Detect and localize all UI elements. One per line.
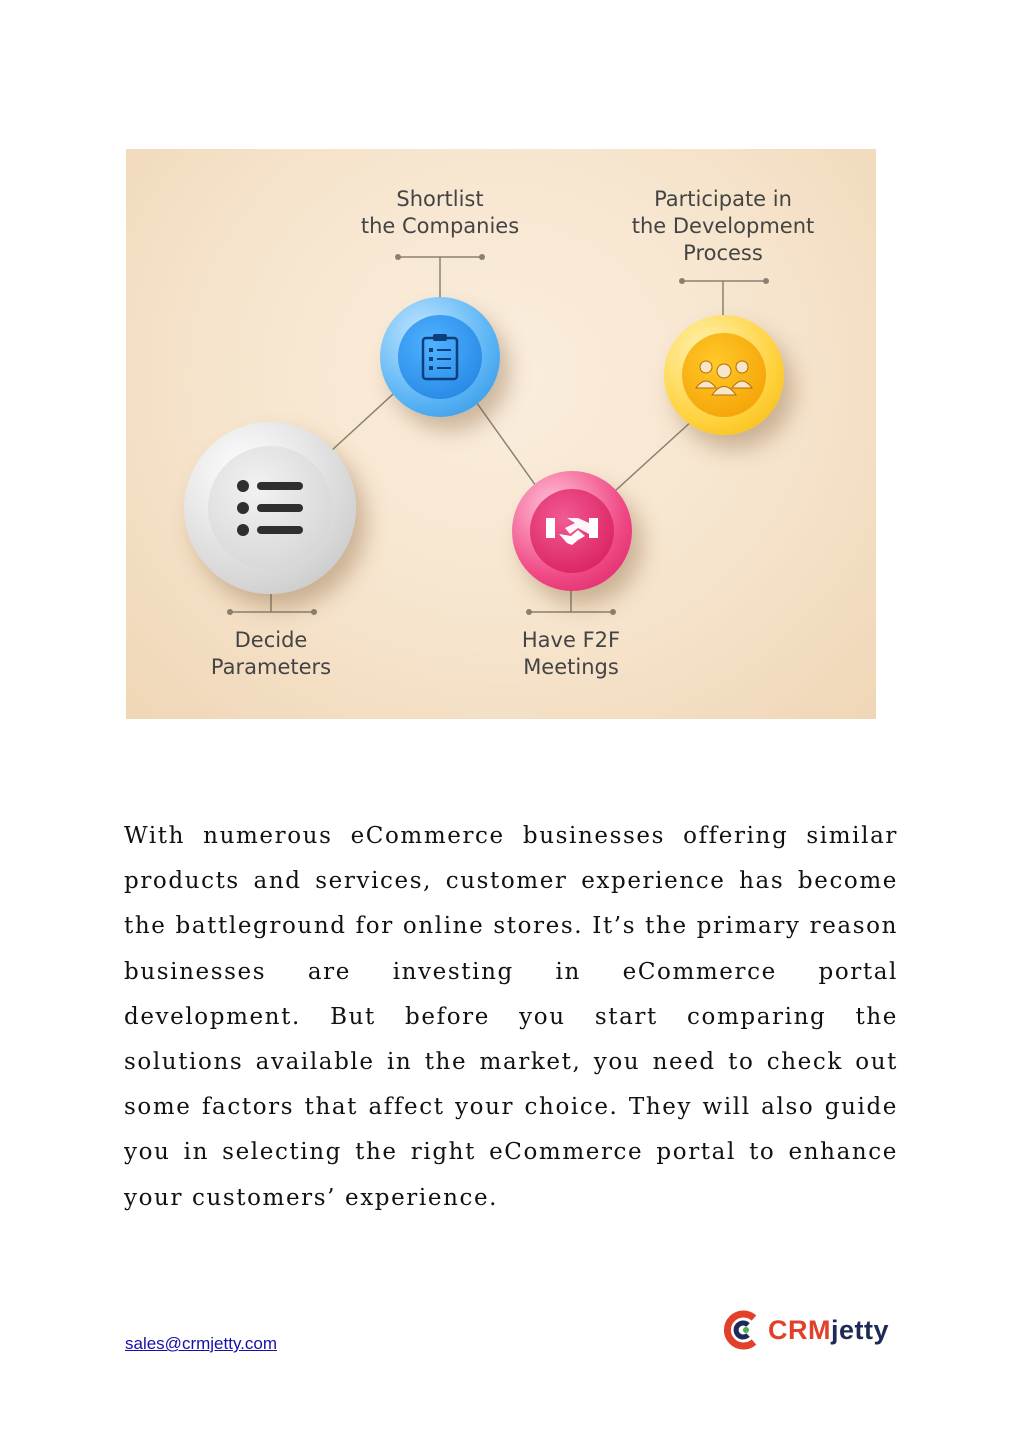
intro-paragraph: With numerous eCommerce businesses offering similar products and services, customer experience has become the battleground for online stores. It’s the primary reason businesses are investing in eCommerce portal development. But before you start comparing the solutions available in the market, you need to check out some factors that affect your choice. They will also guide you in selecting the right eCommerce portal to enhance your customers’ experience. <box>124 823 898 1211</box>
step-label-participate: Participate in the Development Process <box>631 187 815 265</box>
clipboard-checklist-icon <box>420 333 460 381</box>
logo-jetty-text: jetty <box>831 1314 890 1345</box>
crmjetty-mark-icon <box>722 1308 762 1352</box>
logo-crm-text: CRM <box>768 1314 831 1345</box>
step-label-decide: Decide Parameters <box>210 628 332 679</box>
development-process-circle <box>664 315 784 435</box>
crmjetty-logo <box>722 1306 902 1354</box>
sales-email-link[interactable]: sales@crmjetty.com <box>125 1334 278 1353</box>
decide-parameters-circle <box>184 422 356 594</box>
process-infographic <box>126 149 876 719</box>
shortlist-companies-circle <box>380 297 500 417</box>
team-icon <box>694 354 754 396</box>
handshake-icon <box>545 514 599 548</box>
list-icon <box>235 478 305 538</box>
step-label-shortlist: Shortlist the Companies <box>360 187 520 238</box>
f2f-meetings-circle <box>512 471 632 591</box>
step-label-f2f: Have F2F Meetings <box>521 628 621 679</box>
